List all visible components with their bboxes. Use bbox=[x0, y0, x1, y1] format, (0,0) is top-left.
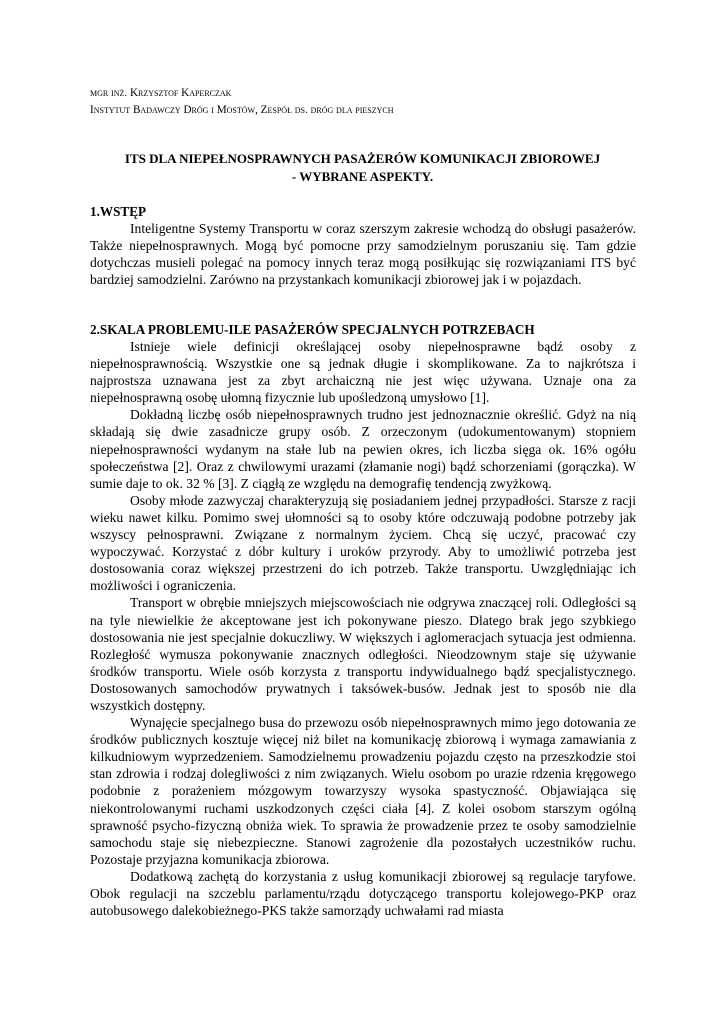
title-line-1: ITS DLA NIEPEŁNOSPRAWNYCH PASAŻERÓW KOMUNIKACJI ZBIOROWEJ bbox=[124, 151, 601, 166]
section-heading-2: 2.SKALA PROBLEMU-ILE PASAŻERÓW SPECJALNYCH POTRZEBACH bbox=[90, 322, 535, 337]
paragraph: Dokładną liczbę osób niepełnosprawnych trudno jest jednoznacznie określić. Gdyż na nią składają się dwie zasadnicze grupy osób. Z orzeczonym (udokumentowanym) stopniem niepełnosprawności wydanym na stałe lub na pewien okres, ich liczba sięga ok. 16% ogółu społeczeństwa [2]. Oraz z chwilowymi urazami (złamanie nogi) bądź schorzeniami (gorączka). W sumie daje to ok. 32 % [3]. Z ciągłą ze względu na demografię tendencją zwyżkową. bbox=[90, 407, 636, 491]
author-name: mgr inż. Krzysztof Kaperczak bbox=[90, 87, 232, 99]
title-line-2: - WYBRANE ASPEKTY. bbox=[291, 169, 434, 184]
author-affiliation: Instytut Badawczy Dróg i Mostów, Zespół ds. dróg dla pieszych bbox=[90, 104, 394, 116]
author-block bbox=[90, 85, 650, 119]
paragraph: Dodatkową zachętą do korzystania z usług komunikacji zbiorowej są regulacje taryfowe. Obok regulacji na szczeblu parlamentu/rządu dotyczącego transportu kolejowego-PKP oraz autobusowego dalekobieżnego-PKS także samorządy uchwałami rad miasta bbox=[90, 868, 636, 919]
paragraph: Istnieje wiele definicji określającej osoby niepełnosprawne bądź osoby z niepełnosprawnością. Wszystkie one są jednak długie i skomplikowane. Za to najkrótsza i najprostsza uznawana jest za zbyt archaiczną nie jest więc używana. Uznaje ona za niepełnosprawną osobę ułomną fizycznie lub upośledzoną umysłowo [1]. bbox=[90, 339, 636, 406]
paragraph: Wynajęcie specjalnego busa do przewozu osób niepełnosprawnych mimo jego dotowania ze środków publicznych kosztuje więcej niż bilet na komunikację zbiorową i wymaga zamawiania z kilkudniowym wyprzedzeniem. Samodzielnemu prowadzeniu pojazdu często na przeszkodzie stoi stan zdrowia i rodzaj dolegliwości z nim związanych. Wielu osobom po urazie rdzenia kręgowego podobnie z porażeniem mózgowym towarzyszy wysoka spastyczność. Objawiająca się niekontrolowanymi ruchami uszkodzonych części ciała [4]. Z kolei osobom starszym ogólną sprawność psycho-fizyczną obniża wiek. To sprawia że prowadzenie przez te osoby samodzielnie samochodu staje się niebezpieczne. Stanowi zagrożenie dla pozostałych uczestników ruchu. Pozostaje przyjazna komunikacja zbiorowa. bbox=[90, 715, 636, 867]
paragraph: Transport w obrębie mniejszych miejscowościach nie odgrywa znaczącej roli. Odległości są na tyle niewielkie że akceptowane jest ich pokonywane pieszo. Dlatego brak jego szybkiego dostosowania nie jest specjalnie dokuczliwy. W większych i aglomeracjach sytuacja jest odmienna. Rozległość wymusza pokonywanie znacznych odległości. Nieodzownym staje się używanie środków transportu. Wiele osób korzysta z transportu indywidualnego bądź specjalistycznego. Dostosowanych samochodów prywatnych i taksówek-busów. Jednak jest to sposób nie dla wszystkich dostępny. bbox=[90, 595, 636, 713]
paragraph: Inteligentne Systemy Transportu w coraz szerszym zakresie wchodzą do obsługi pasażerów. Także niepełnosprawnych. Mogą być pomocne przy samodzielnym poruszaniu się. Tam gdzie dotychczas musieli polegać na pomocy innych teraz mogą posiłkując się rozwiązaniami ITS być bardziej samodzielni. Zarówno na przystankach komunikacji zbiorowej jak i w pojazdach. bbox=[90, 221, 636, 288]
section-2-body bbox=[90, 338, 636, 919]
paper-title bbox=[90, 150, 635, 186]
paragraph: Osoby młode zazwyczaj charakteryzują się posiadaniem jednej przypadłości. Starsze z racji wieku nawet kilku. Pomimo swej ułomności są to osoby które odczuwają podobne potrzeby jak wszyscy pełnosprawni. Związane z normalnym życiem. Chcą się uczyć, pracować czy wypoczywać. Korzystać z dóbr kultury i uroków przyrody. Aby to umożliwić potrzeba jest dostosowania coraz większej przestrzeni do ich potrzeb. Także transportu. Uwzględniając ich możliwości i ograniczenia. bbox=[90, 492, 636, 594]
section-heading-1: 1.WSTĘP bbox=[90, 204, 147, 219]
section-1-body bbox=[90, 220, 636, 288]
